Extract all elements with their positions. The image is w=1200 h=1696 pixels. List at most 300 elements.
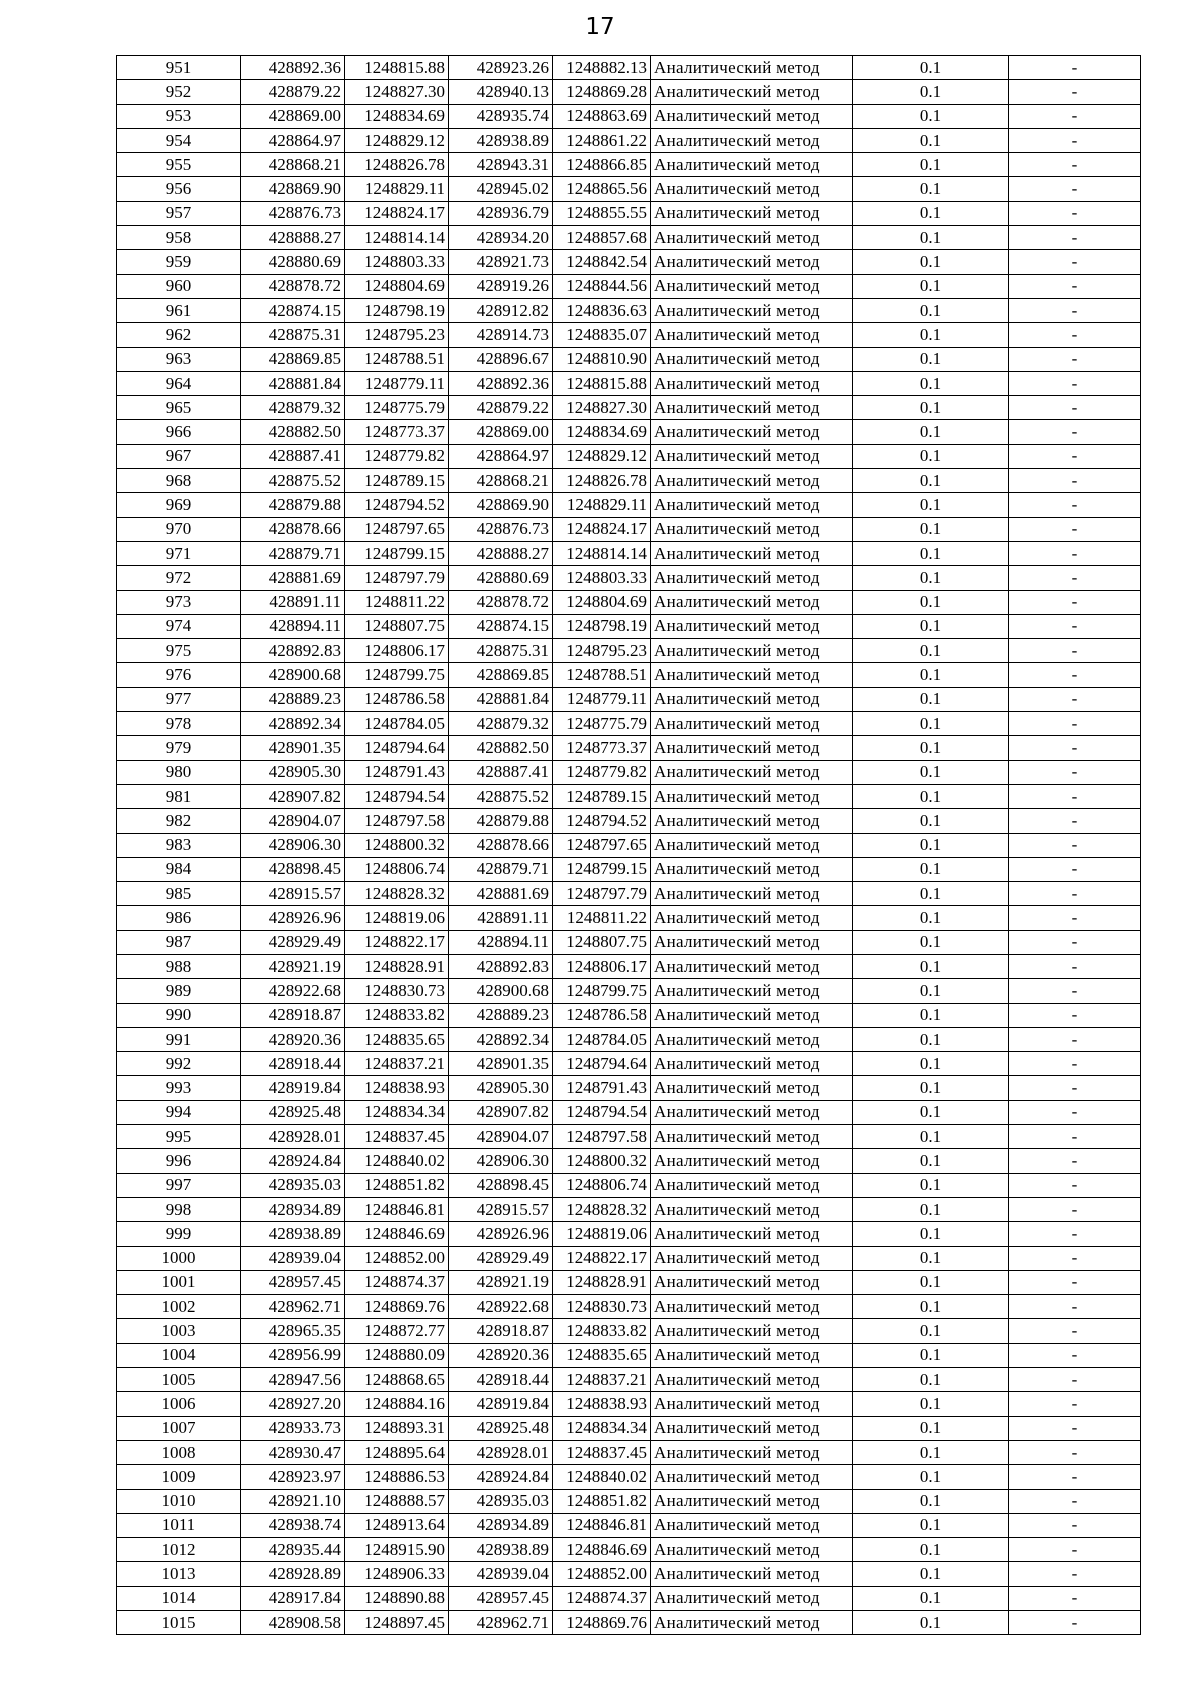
point-number-cell: 951 [117,56,241,80]
x-end-cell: 428869.00 [449,420,553,444]
table-row [117,1149,1141,1173]
note-cell: - [1009,347,1141,371]
table-row [117,1173,1141,1197]
table-row [117,1125,1141,1149]
y-start-cell: 1248897.45 [345,1611,449,1635]
method-cell: Аналитический метод [651,809,853,833]
table-row [117,104,1141,128]
y-end-cell: 1248869.28 [553,80,651,104]
point-number-cell: 955 [117,153,241,177]
y-start-cell: 1248786.58 [345,687,449,711]
note-cell: - [1009,1197,1141,1221]
table-row [117,1440,1141,1464]
accuracy-cell: 0.1 [853,1027,1009,1051]
y-start-cell: 1248824.17 [345,201,449,225]
note-cell: - [1009,201,1141,225]
x-start-cell: 428898.45 [241,857,345,881]
table-row [117,201,1141,225]
point-number-cell: 1014 [117,1586,241,1610]
x-end-cell: 428934.20 [449,226,553,250]
x-start-cell: 428864.97 [241,128,345,152]
x-start-cell: 428891.11 [241,590,345,614]
note-cell: - [1009,226,1141,250]
note-cell: - [1009,784,1141,808]
accuracy-cell: 0.1 [853,420,1009,444]
point-number-cell: 1006 [117,1392,241,1416]
x-end-cell: 428962.71 [449,1611,553,1635]
y-start-cell: 1248829.11 [345,177,449,201]
accuracy-cell: 0.1 [853,760,1009,784]
note-cell: - [1009,56,1141,80]
table-row [117,1003,1141,1027]
method-cell: Аналитический метод [651,323,853,347]
method-cell: Аналитический метод [651,250,853,274]
x-start-cell: 428904.07 [241,809,345,833]
note-cell: - [1009,1489,1141,1513]
accuracy-cell: 0.1 [853,1416,1009,1440]
x-start-cell: 428879.88 [241,493,345,517]
accuracy-cell: 0.1 [853,347,1009,371]
x-end-cell: 428921.19 [449,1270,553,1294]
x-start-cell: 428938.74 [241,1513,345,1537]
point-number-cell: 988 [117,954,241,978]
y-end-cell: 1248855.55 [553,201,651,225]
x-start-cell: 428933.73 [241,1416,345,1440]
y-start-cell: 1248804.69 [345,274,449,298]
x-end-cell: 428876.73 [449,517,553,541]
point-number-cell: 979 [117,736,241,760]
x-end-cell: 428935.74 [449,104,553,128]
accuracy-cell: 0.1 [853,371,1009,395]
note-cell: - [1009,566,1141,590]
y-end-cell: 1248795.23 [553,639,651,663]
y-end-cell: 1248822.17 [553,1246,651,1270]
accuracy-cell: 0.1 [853,687,1009,711]
point-number-cell: 1002 [117,1295,241,1319]
y-start-cell: 1248834.69 [345,104,449,128]
y-end-cell: 1248874.37 [553,1586,651,1610]
y-end-cell: 1248826.78 [553,469,651,493]
y-end-cell: 1248863.69 [553,104,651,128]
table-row [117,1465,1141,1489]
y-end-cell: 1248866.85 [553,153,651,177]
note-cell: - [1009,298,1141,322]
y-end-cell: 1248829.11 [553,493,651,517]
y-start-cell: 1248846.69 [345,1222,449,1246]
y-end-cell: 1248844.56 [553,274,651,298]
table-row [117,1562,1141,1586]
point-number-cell: 967 [117,444,241,468]
y-start-cell: 1248837.45 [345,1125,449,1149]
table-row [117,590,1141,614]
point-number-cell: 1011 [117,1513,241,1537]
y-end-cell: 1248828.91 [553,1270,651,1294]
method-cell: Аналитический метод [651,1368,853,1392]
accuracy-cell: 0.1 [853,1586,1009,1610]
accuracy-cell: 0.1 [853,517,1009,541]
accuracy-cell: 0.1 [853,590,1009,614]
note-cell: - [1009,1416,1141,1440]
point-number-cell: 984 [117,857,241,881]
y-start-cell: 1248893.31 [345,1416,449,1440]
note-cell: - [1009,420,1141,444]
accuracy-cell: 0.1 [853,954,1009,978]
table-row [117,469,1141,493]
point-number-cell: 986 [117,906,241,930]
x-end-cell: 428889.23 [449,1003,553,1027]
point-number-cell: 966 [117,420,241,444]
y-end-cell: 1248837.45 [553,1440,651,1464]
table-row [117,1052,1141,1076]
table-row [117,541,1141,565]
method-cell: Аналитический метод [651,1465,853,1489]
y-end-cell: 1248861.22 [553,128,651,152]
x-end-cell: 428900.68 [449,979,553,1003]
method-cell: Аналитический метод [651,1586,853,1610]
note-cell: - [1009,1125,1141,1149]
table-row [117,809,1141,833]
y-end-cell: 1248842.54 [553,250,651,274]
accuracy-cell: 0.1 [853,1368,1009,1392]
table-row [117,177,1141,201]
y-end-cell: 1248798.19 [553,614,651,638]
y-start-cell: 1248779.82 [345,444,449,468]
accuracy-cell: 0.1 [853,1562,1009,1586]
method-cell: Аналитический метод [651,1270,853,1294]
x-end-cell: 428892.83 [449,954,553,978]
x-end-cell: 428928.01 [449,1440,553,1464]
y-start-cell: 1248827.30 [345,80,449,104]
y-start-cell: 1248852.00 [345,1246,449,1270]
table-row [117,444,1141,468]
y-end-cell: 1248829.12 [553,444,651,468]
x-end-cell: 428881.84 [449,687,553,711]
x-end-cell: 428891.11 [449,906,553,930]
accuracy-cell: 0.1 [853,930,1009,954]
y-end-cell: 1248857.68 [553,226,651,250]
x-start-cell: 428892.36 [241,56,345,80]
y-end-cell: 1248830.73 [553,1295,651,1319]
method-cell: Аналитический метод [651,590,853,614]
y-start-cell: 1248784.05 [345,712,449,736]
point-number-cell: 958 [117,226,241,250]
point-number-cell: 1004 [117,1343,241,1367]
accuracy-cell: 0.1 [853,1392,1009,1416]
table-row [117,566,1141,590]
note-cell: - [1009,1222,1141,1246]
x-end-cell: 428901.35 [449,1052,553,1076]
y-start-cell: 1248794.64 [345,736,449,760]
accuracy-cell: 0.1 [853,1538,1009,1562]
method-cell: Аналитический метод [651,1513,853,1537]
y-start-cell: 1248828.32 [345,882,449,906]
table-row [117,833,1141,857]
point-number-cell: 969 [117,493,241,517]
table-row [117,1100,1141,1124]
x-end-cell: 428945.02 [449,177,553,201]
accuracy-cell: 0.1 [853,1173,1009,1197]
x-start-cell: 428869.90 [241,177,345,201]
table-row [117,1270,1141,1294]
x-start-cell: 428888.27 [241,226,345,250]
table-row [117,274,1141,298]
method-cell: Аналитический метод [651,298,853,322]
y-start-cell: 1248794.54 [345,784,449,808]
y-end-cell: 1248837.21 [553,1368,651,1392]
point-number-cell: 970 [117,517,241,541]
y-end-cell: 1248786.58 [553,1003,651,1027]
method-cell: Аналитический метод [651,347,853,371]
point-number-cell: 990 [117,1003,241,1027]
point-number-cell: 985 [117,882,241,906]
table-row [117,56,1141,80]
accuracy-cell: 0.1 [853,226,1009,250]
x-start-cell: 428935.03 [241,1173,345,1197]
x-end-cell: 428879.22 [449,396,553,420]
table-row [117,930,1141,954]
point-number-cell: 997 [117,1173,241,1197]
x-end-cell: 428940.13 [449,80,553,104]
y-start-cell: 1248828.91 [345,954,449,978]
x-start-cell: 428907.82 [241,784,345,808]
y-end-cell: 1248838.93 [553,1392,651,1416]
method-cell: Аналитический метод [651,1003,853,1027]
x-end-cell: 428874.15 [449,614,553,638]
y-end-cell: 1248869.76 [553,1611,651,1635]
x-end-cell: 428935.03 [449,1489,553,1513]
table-row [117,1538,1141,1562]
y-start-cell: 1248880.09 [345,1343,449,1367]
point-number-cell: 1013 [117,1562,241,1586]
accuracy-cell: 0.1 [853,153,1009,177]
note-cell: - [1009,857,1141,881]
accuracy-cell: 0.1 [853,1465,1009,1489]
y-end-cell: 1248797.79 [553,882,651,906]
y-start-cell: 1248819.06 [345,906,449,930]
method-cell: Аналитический метод [651,712,853,736]
accuracy-cell: 0.1 [853,396,1009,420]
method-cell: Аналитический метод [651,614,853,638]
x-end-cell: 428892.36 [449,371,553,395]
x-start-cell: 428892.34 [241,712,345,736]
note-cell: - [1009,1295,1141,1319]
accuracy-cell: 0.1 [853,1100,1009,1124]
x-start-cell: 428917.84 [241,1586,345,1610]
y-end-cell: 1248814.14 [553,541,651,565]
y-end-cell: 1248833.82 [553,1319,651,1343]
x-start-cell: 428956.99 [241,1343,345,1367]
y-end-cell: 1248806.74 [553,1173,651,1197]
note-cell: - [1009,1611,1141,1635]
point-number-cell: 965 [117,396,241,420]
y-start-cell: 1248835.65 [345,1027,449,1051]
x-start-cell: 428887.41 [241,444,345,468]
accuracy-cell: 0.1 [853,979,1009,1003]
accuracy-cell: 0.1 [853,250,1009,274]
point-number-cell: 982 [117,809,241,833]
y-start-cell: 1248807.75 [345,614,449,638]
x-start-cell: 428934.89 [241,1197,345,1221]
method-cell: Аналитический метод [651,128,853,152]
note-cell: - [1009,1270,1141,1294]
x-end-cell: 428905.30 [449,1076,553,1100]
note-cell: - [1009,979,1141,1003]
note-cell: - [1009,590,1141,614]
y-end-cell: 1248865.56 [553,177,651,201]
point-number-cell: 976 [117,663,241,687]
point-number-cell: 973 [117,590,241,614]
y-start-cell: 1248915.90 [345,1538,449,1562]
note-cell: - [1009,614,1141,638]
y-end-cell: 1248797.58 [553,1125,651,1149]
method-cell: Аналитический метод [651,493,853,517]
x-end-cell: 428875.52 [449,784,553,808]
method-cell: Аналитический метод [651,177,853,201]
table-row [117,857,1141,881]
x-end-cell: 428878.72 [449,590,553,614]
y-end-cell: 1248779.11 [553,687,651,711]
x-end-cell: 428914.73 [449,323,553,347]
note-cell: - [1009,469,1141,493]
table-row [117,1076,1141,1100]
x-start-cell: 428915.57 [241,882,345,906]
x-end-cell: 428904.07 [449,1125,553,1149]
x-start-cell: 428875.31 [241,323,345,347]
x-end-cell: 428923.26 [449,56,553,80]
y-start-cell: 1248913.64 [345,1513,449,1537]
x-start-cell: 428926.96 [241,906,345,930]
method-cell: Аналитический метод [651,1222,853,1246]
y-start-cell: 1248798.19 [345,298,449,322]
point-number-cell: 1000 [117,1246,241,1270]
note-cell: - [1009,1392,1141,1416]
accuracy-cell: 0.1 [853,1149,1009,1173]
point-number-cell: 991 [117,1027,241,1051]
y-start-cell: 1248906.33 [345,1562,449,1586]
note-cell: - [1009,833,1141,857]
x-end-cell: 428864.97 [449,444,553,468]
point-number-cell: 974 [117,614,241,638]
table-row [117,1222,1141,1246]
x-start-cell: 428894.11 [241,614,345,638]
method-cell: Аналитический метод [651,760,853,784]
y-end-cell: 1248799.75 [553,979,651,1003]
x-start-cell: 428892.83 [241,639,345,663]
x-end-cell: 428888.27 [449,541,553,565]
table-row [117,80,1141,104]
accuracy-cell: 0.1 [853,493,1009,517]
x-start-cell: 428879.32 [241,396,345,420]
point-number-cell: 981 [117,784,241,808]
y-end-cell: 1248835.07 [553,323,651,347]
table-row [117,396,1141,420]
method-cell: Аналитический метод [651,566,853,590]
method-cell: Аналитический метод [651,1125,853,1149]
table-row [117,760,1141,784]
table-row [117,153,1141,177]
x-start-cell: 428900.68 [241,663,345,687]
x-end-cell: 428907.82 [449,1100,553,1124]
note-cell: - [1009,930,1141,954]
x-end-cell: 428880.69 [449,566,553,590]
x-start-cell: 428869.85 [241,347,345,371]
y-start-cell: 1248791.43 [345,760,449,784]
note-cell: - [1009,882,1141,906]
x-end-cell: 428868.21 [449,469,553,493]
x-end-cell: 428915.57 [449,1197,553,1221]
x-end-cell: 428934.89 [449,1513,553,1537]
method-cell: Аналитический метод [651,201,853,225]
accuracy-cell: 0.1 [853,882,1009,906]
note-cell: - [1009,1052,1141,1076]
x-end-cell: 428881.69 [449,882,553,906]
table-row [117,226,1141,250]
table-row [117,371,1141,395]
note-cell: - [1009,954,1141,978]
x-start-cell: 428939.04 [241,1246,345,1270]
y-start-cell: 1248806.17 [345,639,449,663]
table-row [117,1611,1141,1635]
note-cell: - [1009,104,1141,128]
y-end-cell: 1248815.88 [553,371,651,395]
note-cell: - [1009,274,1141,298]
point-number-cell: 954 [117,128,241,152]
table-row [117,347,1141,371]
x-start-cell: 428906.30 [241,833,345,857]
x-end-cell: 428875.31 [449,639,553,663]
point-number-cell: 1005 [117,1368,241,1392]
table-row [117,1586,1141,1610]
method-cell: Аналитический метод [651,1295,853,1319]
x-start-cell: 428881.69 [241,566,345,590]
y-start-cell: 1248814.14 [345,226,449,250]
y-end-cell: 1248810.90 [553,347,651,371]
method-cell: Аналитический метод [651,420,853,444]
point-number-cell: 1001 [117,1270,241,1294]
x-end-cell: 428921.73 [449,250,553,274]
method-cell: Аналитический метод [651,274,853,298]
x-start-cell: 428920.36 [241,1027,345,1051]
note-cell: - [1009,80,1141,104]
table-row [117,1027,1141,1051]
accuracy-cell: 0.1 [853,1440,1009,1464]
x-start-cell: 428878.66 [241,517,345,541]
accuracy-cell: 0.1 [853,857,1009,881]
note-cell: - [1009,517,1141,541]
y-start-cell: 1248797.65 [345,517,449,541]
point-number-cell: 996 [117,1149,241,1173]
table-row [117,1197,1141,1221]
point-number-cell: 968 [117,469,241,493]
y-end-cell: 1248811.22 [553,906,651,930]
y-start-cell: 1248833.82 [345,1003,449,1027]
x-start-cell: 428868.21 [241,153,345,177]
note-cell: - [1009,906,1141,930]
y-end-cell: 1248784.05 [553,1027,651,1051]
x-end-cell: 428869.85 [449,663,553,687]
accuracy-cell: 0.1 [853,80,1009,104]
table-row [117,128,1141,152]
x-end-cell: 428892.34 [449,1027,553,1051]
y-start-cell: 1248890.88 [345,1586,449,1610]
point-number-cell: 989 [117,979,241,1003]
note-cell: - [1009,323,1141,347]
y-end-cell: 1248840.02 [553,1465,651,1489]
accuracy-cell: 0.1 [853,541,1009,565]
accuracy-cell: 0.1 [853,1489,1009,1513]
note-cell: - [1009,736,1141,760]
table-row [117,298,1141,322]
